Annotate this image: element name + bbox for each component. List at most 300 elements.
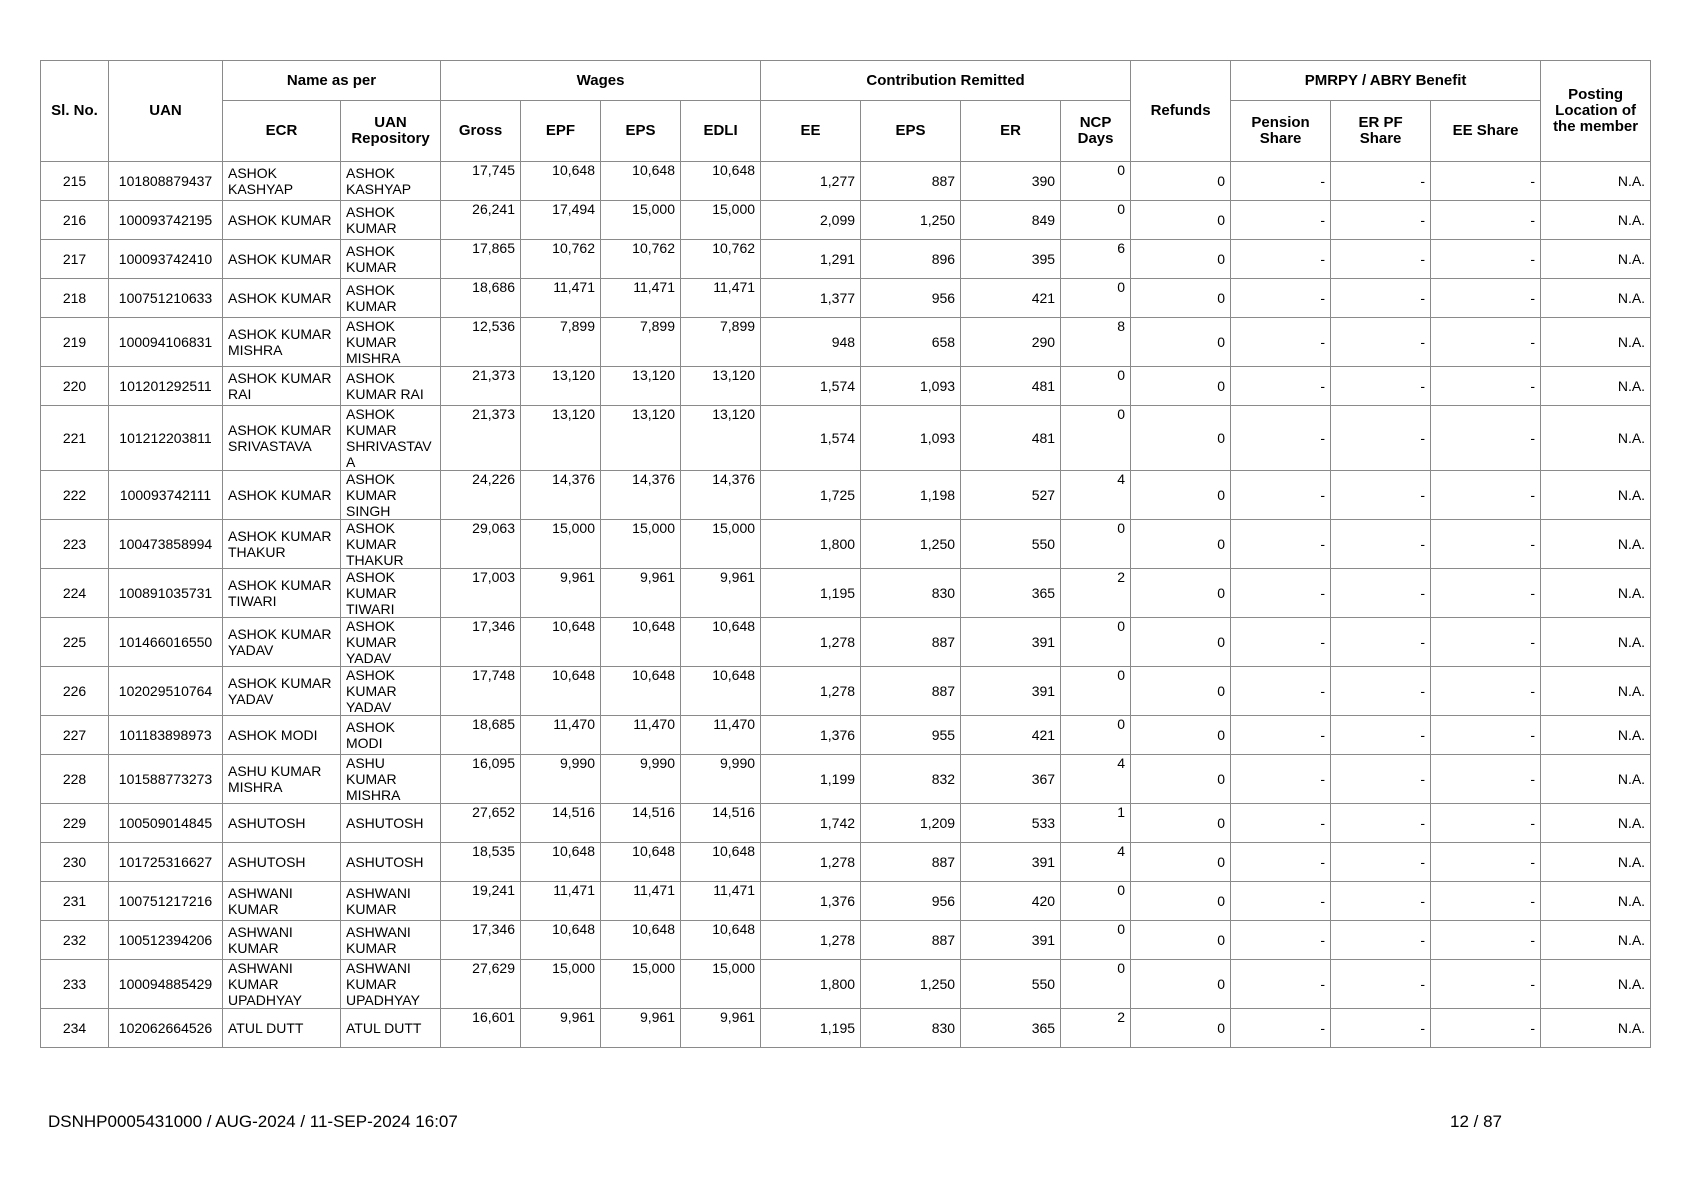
row-uan-repository-name: ASHOK KUMAR THAKUR — [341, 520, 441, 569]
row-sl-no: 218 — [41, 279, 109, 318]
row-gross-wages: 24,226 — [441, 471, 521, 520]
row-gross-wages: 17,748 — [441, 667, 521, 716]
row-pension-share: - — [1231, 882, 1331, 921]
row-er-pf-share: - — [1331, 921, 1431, 960]
row-refunds: 0 — [1131, 406, 1231, 471]
row-er-pf-share: - — [1331, 471, 1431, 520]
row-refunds: 0 — [1131, 882, 1231, 921]
row-ncp-days: 0 — [1061, 667, 1131, 716]
row-er-contribution: 367 — [961, 755, 1061, 804]
row-uan-repository-name: ASHOK KUMAR RAI — [341, 367, 441, 406]
row-ncp-days: 0 — [1061, 406, 1131, 471]
row-eps-wages: 13,120 — [601, 406, 681, 471]
table-row — [41, 716, 1651, 755]
row-er-pf-share: - — [1331, 882, 1431, 921]
row-edli-wages: 10,648 — [681, 921, 761, 960]
header-sl-no: Sl. No. — [41, 61, 109, 162]
row-ee-share: - — [1431, 471, 1541, 520]
row-er-pf-share: - — [1331, 367, 1431, 406]
header-eps-contribution: EPS — [861, 101, 961, 162]
row-uan-repository-name: ASHOK KUMAR YADAV — [341, 667, 441, 716]
row-pension-share: - — [1231, 279, 1331, 318]
row-uan-repository-name: ASHWANI KUMAR — [341, 921, 441, 960]
row-edli-wages: 11,471 — [681, 279, 761, 318]
row-ee-contribution: 1,195 — [761, 569, 861, 618]
table-row — [41, 569, 1651, 618]
row-epf-wages: 10,648 — [521, 162, 601, 201]
row-er-pf-share: - — [1331, 618, 1431, 667]
row-edli-wages: 15,000 — [681, 201, 761, 240]
row-pension-share: - — [1231, 667, 1331, 716]
row-ee-contribution: 1,291 — [761, 240, 861, 279]
row-eps-contribution: 830 — [861, 1009, 961, 1048]
row-ncp-days: 4 — [1061, 755, 1131, 804]
row-posting-location: N.A. — [1541, 755, 1651, 804]
header-ncp-days: NCP Days — [1061, 101, 1131, 162]
row-posting-location: N.A. — [1541, 960, 1651, 1009]
table-row — [41, 667, 1651, 716]
row-edli-wages: 11,470 — [681, 716, 761, 755]
row-er-contribution: 290 — [961, 318, 1061, 367]
row-sl-no: 227 — [41, 716, 109, 755]
row-ecr-name: ASHOK KUMAR MISHRA — [223, 318, 341, 367]
row-ecr-name: ASHOK KUMAR YADAV — [223, 667, 341, 716]
row-eps-contribution: 1,209 — [861, 804, 961, 843]
row-sl-no: 230 — [41, 843, 109, 882]
row-eps-contribution: 887 — [861, 162, 961, 201]
row-uan-repository-name: ATUL DUTT — [341, 1009, 441, 1048]
row-refunds: 0 — [1131, 279, 1231, 318]
row-pension-share: - — [1231, 1009, 1331, 1048]
header-ecr: ECR — [223, 101, 341, 162]
row-pension-share: - — [1231, 240, 1331, 279]
row-eps-wages: 10,648 — [601, 843, 681, 882]
row-eps-contribution: 887 — [861, 843, 961, 882]
row-ecr-name: ATUL DUTT — [223, 1009, 341, 1048]
row-ncp-days: 1 — [1061, 804, 1131, 843]
row-edli-wages: 11,471 — [681, 882, 761, 921]
row-er-contribution: 390 — [961, 162, 1061, 201]
ecr-table — [40, 60, 1651, 1048]
row-eps-wages: 9,961 — [601, 1009, 681, 1048]
row-ecr-name: ASHOK KASHYAP — [223, 162, 341, 201]
row-ee-contribution: 1,195 — [761, 1009, 861, 1048]
table-row — [41, 406, 1651, 471]
row-sl-no: 217 — [41, 240, 109, 279]
row-uan-repository-name: ASHOK KUMAR SINGH — [341, 471, 441, 520]
row-posting-location: N.A. — [1541, 162, 1651, 201]
row-ee-contribution: 1,376 — [761, 716, 861, 755]
row-sl-no: 225 — [41, 618, 109, 667]
row-refunds: 0 — [1131, 201, 1231, 240]
row-er-contribution: 391 — [961, 618, 1061, 667]
row-posting-location: N.A. — [1541, 318, 1651, 367]
row-er-contribution: 365 — [961, 569, 1061, 618]
row-ncp-days: 0 — [1061, 279, 1131, 318]
row-sl-no: 233 — [41, 960, 109, 1009]
row-ee-contribution: 1,199 — [761, 755, 861, 804]
row-er-pf-share: - — [1331, 520, 1431, 569]
row-uan: 101212203811 — [109, 406, 223, 471]
row-er-pf-share: - — [1331, 667, 1431, 716]
row-gross-wages: 18,685 — [441, 716, 521, 755]
table-row — [41, 201, 1651, 240]
header-name-as-per: Name as per — [223, 61, 441, 101]
row-uan: 101808879437 — [109, 162, 223, 201]
row-sl-no: 234 — [41, 1009, 109, 1048]
row-edli-wages: 9,961 — [681, 569, 761, 618]
row-ncp-days: 6 — [1061, 240, 1131, 279]
row-er-contribution: 391 — [961, 667, 1061, 716]
row-gross-wages: 21,373 — [441, 406, 521, 471]
row-eps-wages: 15,000 — [601, 960, 681, 1009]
row-uan-repository-name: ASHOK KUMAR — [341, 279, 441, 318]
row-uan-repository-name: ASHOK KUMAR TIWARI — [341, 569, 441, 618]
row-epf-wages: 13,120 — [521, 406, 601, 471]
row-refunds: 0 — [1131, 367, 1231, 406]
row-edli-wages: 9,961 — [681, 1009, 761, 1048]
row-sl-no: 216 — [41, 201, 109, 240]
row-ee-share: - — [1431, 716, 1541, 755]
row-eps-wages: 10,648 — [601, 921, 681, 960]
row-gross-wages: 27,629 — [441, 960, 521, 1009]
row-ecr-name: ASHOK KUMAR SRIVASTAVA — [223, 406, 341, 471]
row-ncp-days: 8 — [1061, 318, 1131, 367]
row-gross-wages: 29,063 — [441, 520, 521, 569]
row-er-pf-share: - — [1331, 279, 1431, 318]
row-epf-wages: 9,990 — [521, 755, 601, 804]
row-eps-wages: 10,648 — [601, 667, 681, 716]
row-uan: 100473858994 — [109, 520, 223, 569]
row-er-contribution: 533 — [961, 804, 1061, 843]
row-uan: 101588773273 — [109, 755, 223, 804]
row-uan: 100751217216 — [109, 882, 223, 921]
row-eps-wages: 7,899 — [601, 318, 681, 367]
row-epf-wages: 11,471 — [521, 279, 601, 318]
row-posting-location: N.A. — [1541, 804, 1651, 843]
row-epf-wages: 17,494 — [521, 201, 601, 240]
row-eps-contribution: 830 — [861, 569, 961, 618]
row-epf-wages: 10,648 — [521, 618, 601, 667]
row-edli-wages: 9,990 — [681, 755, 761, 804]
row-epf-wages: 15,000 — [521, 520, 601, 569]
row-uan-repository-name: ASHOK KUMAR MISHRA — [341, 318, 441, 367]
row-ee-share: - — [1431, 667, 1541, 716]
row-ecr-name: ASHOK KUMAR — [223, 240, 341, 279]
row-gross-wages: 18,686 — [441, 279, 521, 318]
row-posting-location: N.A. — [1541, 716, 1651, 755]
row-eps-wages: 10,648 — [601, 162, 681, 201]
row-uan-repository-name: ASHOK KUMAR — [341, 240, 441, 279]
row-uan: 100751210633 — [109, 279, 223, 318]
row-sl-no: 232 — [41, 921, 109, 960]
row-posting-location: N.A. — [1541, 406, 1651, 471]
row-epf-wages: 10,762 — [521, 240, 601, 279]
header-ee-share: EE Share — [1431, 101, 1541, 162]
row-edli-wages: 13,120 — [681, 406, 761, 471]
row-ee-share: - — [1431, 618, 1541, 667]
row-ee-contribution: 1,800 — [761, 960, 861, 1009]
page-number: 12 / 87 — [1450, 1112, 1502, 1131]
table-row — [41, 367, 1651, 406]
row-epf-wages: 14,376 — [521, 471, 601, 520]
header-ee: EE — [761, 101, 861, 162]
row-er-pf-share: - — [1331, 804, 1431, 843]
row-eps-contribution: 1,093 — [861, 367, 961, 406]
row-ecr-name: ASHUTOSH — [223, 843, 341, 882]
row-ecr-name: ASHWANI KUMAR — [223, 921, 341, 960]
header-posting-location: Posting Location of the member — [1541, 61, 1651, 162]
row-ncp-days: 0 — [1061, 960, 1131, 1009]
row-ee-share: - — [1431, 367, 1541, 406]
table-row — [41, 960, 1651, 1009]
row-eps-contribution: 887 — [861, 667, 961, 716]
row-eps-wages: 11,470 — [601, 716, 681, 755]
row-ee-contribution: 1,376 — [761, 882, 861, 921]
row-eps-contribution: 887 — [861, 618, 961, 667]
row-posting-location: N.A. — [1541, 520, 1651, 569]
row-uan-repository-name: ASHOK KUMAR SHRIVASTAV A — [341, 406, 441, 471]
row-eps-wages: 15,000 — [601, 520, 681, 569]
row-eps-contribution: 1,198 — [861, 471, 961, 520]
row-epf-wages: 15,000 — [521, 960, 601, 1009]
row-gross-wages: 19,241 — [441, 882, 521, 921]
row-eps-contribution: 1,093 — [861, 406, 961, 471]
row-er-contribution: 849 — [961, 201, 1061, 240]
table-row — [41, 804, 1651, 843]
row-gross-wages: 17,346 — [441, 921, 521, 960]
row-pension-share: - — [1231, 569, 1331, 618]
row-ee-contribution: 1,574 — [761, 406, 861, 471]
row-refunds: 0 — [1131, 667, 1231, 716]
row-ecr-name: ASHOK KUMAR — [223, 471, 341, 520]
row-ee-contribution: 1,377 — [761, 279, 861, 318]
row-ncp-days: 4 — [1061, 843, 1131, 882]
row-posting-location: N.A. — [1541, 367, 1651, 406]
row-uan: 100093742410 — [109, 240, 223, 279]
row-epf-wages: 9,961 — [521, 1009, 601, 1048]
row-epf-wages: 10,648 — [521, 843, 601, 882]
row-ee-share: - — [1431, 921, 1541, 960]
row-ee-contribution: 1,278 — [761, 921, 861, 960]
row-posting-location: N.A. — [1541, 618, 1651, 667]
row-ncp-days: 2 — [1061, 569, 1131, 618]
row-epf-wages: 13,120 — [521, 367, 601, 406]
row-epf-wages: 11,471 — [521, 882, 601, 921]
row-er-pf-share: - — [1331, 406, 1431, 471]
row-refunds: 0 — [1131, 318, 1231, 367]
row-er-contribution: 481 — [961, 406, 1061, 471]
row-uan: 100094885429 — [109, 960, 223, 1009]
row-eps-wages: 9,961 — [601, 569, 681, 618]
row-ee-share: - — [1431, 201, 1541, 240]
header-er-pf-share: ER PF Share — [1331, 101, 1431, 162]
row-uan: 102029510764 — [109, 667, 223, 716]
row-ecr-name: ASHOK KUMAR — [223, 279, 341, 318]
row-gross-wages: 17,865 — [441, 240, 521, 279]
row-gross-wages: 17,745 — [441, 162, 521, 201]
row-eps-wages: 15,000 — [601, 201, 681, 240]
row-uan-repository-name: ASHU KUMAR MISHRA — [341, 755, 441, 804]
row-refunds: 0 — [1131, 1009, 1231, 1048]
row-er-contribution: 421 — [961, 716, 1061, 755]
header-pmrpy-abry: PMRPY / ABRY Benefit — [1231, 61, 1541, 101]
row-er-contribution: 527 — [961, 471, 1061, 520]
row-ncp-days: 0 — [1061, 520, 1131, 569]
row-er-pf-share: - — [1331, 569, 1431, 618]
row-ecr-name: ASHOK KUMAR RAI — [223, 367, 341, 406]
row-sl-no: 223 — [41, 520, 109, 569]
row-ee-contribution: 948 — [761, 318, 861, 367]
row-eps-contribution: 1,250 — [861, 960, 961, 1009]
row-refunds: 0 — [1131, 162, 1231, 201]
row-edli-wages: 10,648 — [681, 667, 761, 716]
row-gross-wages: 17,346 — [441, 618, 521, 667]
row-ncp-days: 0 — [1061, 162, 1131, 201]
row-posting-location: N.A. — [1541, 843, 1651, 882]
row-sl-no: 228 — [41, 755, 109, 804]
row-sl-no: 219 — [41, 318, 109, 367]
row-uan: 101725316627 — [109, 843, 223, 882]
row-pension-share: - — [1231, 921, 1331, 960]
table-body — [41, 162, 1651, 1048]
row-er-contribution: 395 — [961, 240, 1061, 279]
row-uan-repository-name: ASHUTOSH — [341, 804, 441, 843]
row-uan-repository-name: ASHOK KUMAR — [341, 201, 441, 240]
row-eps-wages: 11,471 — [601, 279, 681, 318]
row-ecr-name: ASHU KUMAR MISHRA — [223, 755, 341, 804]
row-ee-contribution: 1,278 — [761, 843, 861, 882]
row-ee-share: - — [1431, 1009, 1541, 1048]
row-pension-share: - — [1231, 318, 1331, 367]
row-ee-contribution: 1,278 — [761, 667, 861, 716]
row-ee-share: - — [1431, 804, 1541, 843]
row-refunds: 0 — [1131, 843, 1231, 882]
row-er-contribution: 391 — [961, 921, 1061, 960]
row-er-pf-share: - — [1331, 1009, 1431, 1048]
row-ecr-name: ASHOK MODI — [223, 716, 341, 755]
row-ee-share: - — [1431, 279, 1541, 318]
row-gross-wages: 16,601 — [441, 1009, 521, 1048]
row-refunds: 0 — [1131, 569, 1231, 618]
row-er-pf-share: - — [1331, 162, 1431, 201]
table-header — [41, 61, 1651, 162]
document-reference: DSNHP0005431000 / AUG-2024 / 11-SEP-2024 16:07 — [48, 1112, 458, 1131]
row-gross-wages: 16,095 — [441, 755, 521, 804]
row-posting-location: N.A. — [1541, 667, 1651, 716]
row-sl-no: 231 — [41, 882, 109, 921]
row-sl-no: 226 — [41, 667, 109, 716]
row-epf-wages: 7,899 — [521, 318, 601, 367]
row-pension-share: - — [1231, 755, 1331, 804]
row-uan-repository-name: ASHOK MODI — [341, 716, 441, 755]
table-row — [41, 882, 1651, 921]
header-uan: UAN — [109, 61, 223, 162]
row-er-contribution: 391 — [961, 843, 1061, 882]
row-uan: 101466016550 — [109, 618, 223, 667]
row-ee-share: - — [1431, 755, 1541, 804]
row-eps-wages: 11,471 — [601, 882, 681, 921]
row-ncp-days: 4 — [1061, 471, 1131, 520]
row-edli-wages: 15,000 — [681, 960, 761, 1009]
table-row — [41, 1009, 1651, 1048]
header-er: ER — [961, 101, 1061, 162]
row-er-contribution: 481 — [961, 367, 1061, 406]
row-pension-share: - — [1231, 162, 1331, 201]
row-eps-contribution: 1,250 — [861, 201, 961, 240]
row-uan: 100509014845 — [109, 804, 223, 843]
row-uan: 100891035731 — [109, 569, 223, 618]
table-row — [41, 921, 1651, 960]
row-uan: 100094106831 — [109, 318, 223, 367]
row-gross-wages: 21,373 — [441, 367, 521, 406]
row-uan-repository-name: ASHOK KASHYAP — [341, 162, 441, 201]
row-er-contribution: 550 — [961, 520, 1061, 569]
row-sl-no: 229 — [41, 804, 109, 843]
row-refunds: 0 — [1131, 716, 1231, 755]
row-uan-repository-name: ASHWANI KUMAR — [341, 882, 441, 921]
row-pension-share: - — [1231, 201, 1331, 240]
row-er-contribution: 421 — [961, 279, 1061, 318]
table-row — [41, 618, 1651, 667]
row-ncp-days: 0 — [1061, 921, 1131, 960]
row-ee-share: - — [1431, 882, 1541, 921]
row-ee-contribution: 1,800 — [761, 520, 861, 569]
row-er-pf-share: - — [1331, 960, 1431, 1009]
header-eps: EPS — [601, 101, 681, 162]
row-eps-contribution: 887 — [861, 921, 961, 960]
row-eps-wages: 10,648 — [601, 618, 681, 667]
header-gross: Gross — [441, 101, 521, 162]
row-edli-wages: 10,648 — [681, 618, 761, 667]
row-posting-location: N.A. — [1541, 921, 1651, 960]
row-pension-share: - — [1231, 367, 1331, 406]
row-eps-wages: 13,120 — [601, 367, 681, 406]
row-er-contribution: 365 — [961, 1009, 1061, 1048]
row-uan-repository-name: ASHOK KUMAR YADAV — [341, 618, 441, 667]
table-row — [41, 755, 1651, 804]
row-posting-location: N.A. — [1541, 279, 1651, 318]
row-ee-contribution: 1,574 — [761, 367, 861, 406]
row-er-pf-share: - — [1331, 716, 1431, 755]
row-uan: 100093742195 — [109, 201, 223, 240]
row-edli-wages: 7,899 — [681, 318, 761, 367]
row-eps-contribution: 832 — [861, 755, 961, 804]
row-eps-contribution: 956 — [861, 279, 961, 318]
header-contribution-remitted: Contribution Remitted — [761, 61, 1131, 101]
row-refunds: 0 — [1131, 804, 1231, 843]
row-gross-wages: 17,003 — [441, 569, 521, 618]
row-uan: 100093742111 — [109, 471, 223, 520]
row-er-pf-share: - — [1331, 843, 1431, 882]
row-posting-location: N.A. — [1541, 471, 1651, 520]
row-er-contribution: 420 — [961, 882, 1061, 921]
row-edli-wages: 10,762 — [681, 240, 761, 279]
row-uan: 101183898973 — [109, 716, 223, 755]
table-row — [41, 843, 1651, 882]
row-ecr-name: ASHOK KUMAR YADAV — [223, 618, 341, 667]
row-ee-share: - — [1431, 843, 1541, 882]
row-ee-share: - — [1431, 960, 1541, 1009]
table-row — [41, 318, 1651, 367]
row-ee-share: - — [1431, 240, 1541, 279]
row-ecr-name: ASHWANI KUMAR — [223, 882, 341, 921]
row-uan: 101201292511 — [109, 367, 223, 406]
row-pension-share: - — [1231, 406, 1331, 471]
row-epf-wages: 11,470 — [521, 716, 601, 755]
row-posting-location: N.A. — [1541, 882, 1651, 921]
table-row — [41, 520, 1651, 569]
